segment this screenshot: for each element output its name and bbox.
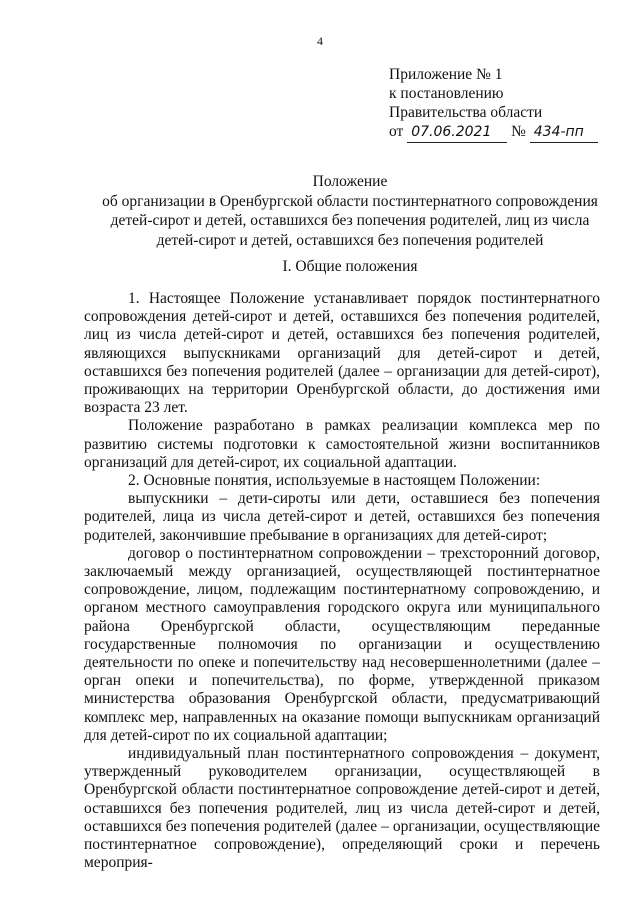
handwritten-number: 434-пп <box>530 123 598 143</box>
paragraph: 2. Основные понятия, используемые в настоящем Положении: <box>128 472 541 490</box>
appendix-block <box>389 65 598 143</box>
title-line-1: об организации в Оренбургской области постинтернатного сопровождения <box>102 192 598 210</box>
document-body <box>84 290 600 873</box>
paragraph: 1. Настоящее Положение устанавливает порядок постинтернатного сопровождения детей-сирот и детей, оставшихся без попечения родителей, лиц из числа детей-сирот и детей, оставшихся без попечения родителей, являющихся выпускниками организаций для детей-сирот и детей, оставшихся без попечения родителей (далее – организации для детей-сирот), проживающих на территории Оренбургской области, до достижения ими возраста 23 лет. <box>84 290 600 417</box>
title-heading: Положение <box>312 173 388 190</box>
paragraph: выпускники – дети-сироты или дети, оставшиеся без попечения родителей, лица из числа детей-сирот и детей, оставшихся без попечения родителей, закончившие пребывание в организациях для детей-сирот; <box>84 490 600 544</box>
paragraph: индивидуальный план постинтернатного сопровождения – документ, утвержденный руководителем организации, осуществляющей в Оренбургской области постинтернатное сопровождение детей-сирот и детей, оставшихся без попечения родителей, лиц из числа детей-сирот и детей, оставшихся без попечения родителей (далее – организации, осуществляющие постинтернатное сопровождение), определяющий сроки и перечень мероприя- <box>84 745 600 872</box>
page-number: 4 <box>317 34 323 48</box>
appendix-date-line <box>389 122 598 143</box>
document-title <box>80 172 620 250</box>
handwritten-date: 07.06.2021 <box>407 123 507 143</box>
appendix-line-2: к постановлению <box>389 85 504 102</box>
title-line-3: детей-сирот и детей, оставшихся без попечения родителей <box>156 231 544 249</box>
from-label: от <box>389 123 404 140</box>
paragraph: Положение разработано в рамках реализации комплекса мер по развитию системы подготовки к самостоятельной жизни воспитанников организаций для детей-сирот, их социальной адаптации. <box>84 417 600 471</box>
number-sign: № <box>511 123 526 140</box>
title-line-2: детей-сирот и детей, оставшихся без попечения родителей, лиц из числа <box>110 212 590 229</box>
section-heading: I. Общие положения <box>282 258 418 275</box>
appendix-line-3: Правительства области <box>389 104 543 121</box>
appendix-line-1: Приложение № 1 <box>389 66 503 83</box>
paragraph: договор о постинтернатном сопровождении – трехсторонний договор, заключаемый между организацией, осуществляющей постинтернатное сопровождение, лицом, подлежащим постинтернатному сопровождению, и органом местного самоуправления городского округа или муниципального района Оренбургской области, осуществляющим переданные государственные полномочия по организации и осуществлению деятельности по опеке и попечительству над несовершеннолетними (далее – орган опеки и попечительства), по форме, утвержденной приказом министерства образования Оренбургской области, предусматривающий комплекс мер, направленных на оказание помощи выпускникам организаций для детей-сирот по их социальной адаптации; <box>84 544 600 744</box>
